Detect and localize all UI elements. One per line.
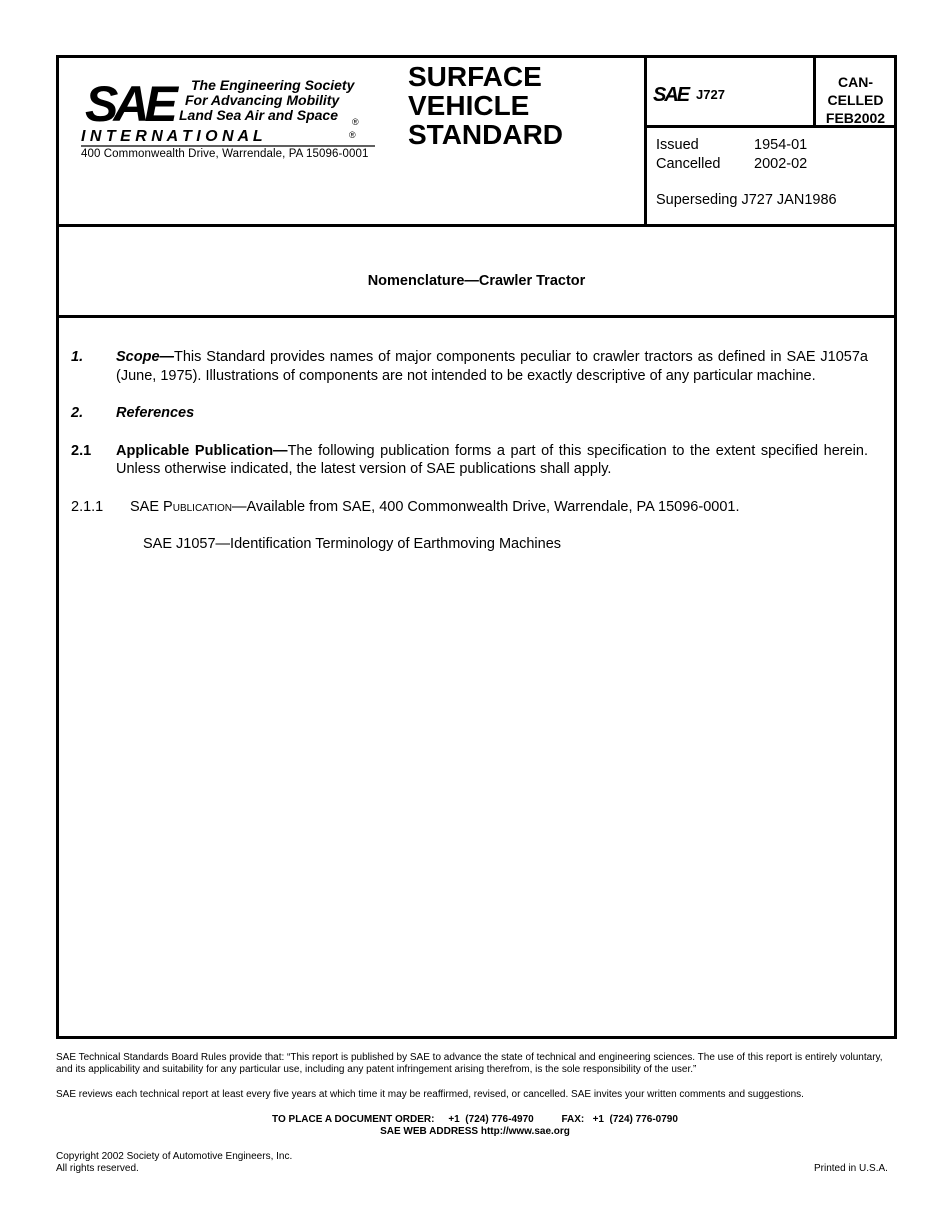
- cancelled-date: 2002-02: [754, 156, 808, 172]
- printed-in: Printed in U.S.A.: [814, 1163, 888, 1174]
- small-logo-mark: SAE: [653, 84, 689, 105]
- section-text: This Standard provides names of major components peculiar to crawler tractors as defined in SAE J1057a (June, 1975). Illustrations of components are not intended to be exactly descriptive of any particular machine.: [116, 349, 868, 384]
- section-heading: SAE: [130, 498, 164, 515]
- section-number: 1.: [71, 349, 84, 365]
- section-heading: References: [116, 405, 195, 421]
- section-number: 2.1.1: [71, 498, 104, 515]
- header-divider: [813, 58, 816, 127]
- footer-rules: SAE Technical Standards Board Rules provide that: “This report is published by SAE to advance the state of technical and engineering sciences. The use of this report is entirely voluntary, and its applicability and suitability for any particular use, including any patent infringement arising therefrom, is the sole responsibility of the user.”: [56, 1052, 883, 1075]
- web-address: SAE WEB ADDRESS http://www.sae.org: [380, 1126, 570, 1137]
- section-sae-publication: [71, 498, 868, 517]
- issued-date: 1954-01: [754, 137, 808, 153]
- sae-small-logo: [653, 83, 695, 110]
- status-line: CAN-: [838, 74, 873, 90]
- logo-tagline-2: For Advancing Mobility: [185, 92, 340, 108]
- section-heading: Scope—: [116, 349, 175, 365]
- section-heading-smallcaps: Publication: [163, 498, 232, 515]
- cancelled-label: Cancelled: [656, 156, 721, 172]
- logo-international: I N T E R N A T I O N A L: [81, 128, 263, 145]
- document-frame: [56, 55, 897, 1039]
- document-body: [71, 348, 868, 554]
- section-references: [71, 404, 868, 423]
- date-block: [656, 136, 807, 174]
- issued-label: Issued: [656, 137, 699, 153]
- doc-type-line: STANDARD: [408, 119, 564, 150]
- header-divider: [644, 58, 647, 224]
- section-applicable-publication: [71, 442, 868, 479]
- status-line: CELLED: [827, 92, 884, 108]
- cancelled-status: [817, 73, 894, 127]
- registered-mark: ®: [352, 117, 359, 127]
- superseding-note: Superseding J727 JAN1986: [656, 192, 837, 208]
- status-line: FEB2002: [825, 110, 886, 126]
- doc-type-line: VEHICLE: [408, 90, 530, 121]
- header-divider: [59, 224, 894, 227]
- doc-type-line: SURFACE: [408, 61, 542, 92]
- order-line: TO PLACE A DOCUMENT ORDER: +1 (724) 776-4970 FAX: +1 (724) 776-0790: [272, 1114, 678, 1125]
- section-text: —Available from SAE, 400 Commonwealth Drive, Warrendale, PA 15096-0001.: [232, 498, 740, 515]
- section-number: 2.: [71, 405, 84, 421]
- logo-tagline-1: The Engineering Society: [191, 77, 355, 93]
- section-scope: [71, 348, 868, 385]
- sae-international-logo: [81, 76, 381, 151]
- society-address: 400 Commonwealth Drive, Warrendale, PA 15096-0001: [81, 148, 369, 160]
- logo-mark: SAE: [85, 76, 173, 132]
- section-heading: Applicable Publication—: [116, 442, 288, 459]
- reference-item: SAE J1057—Identification Terminology of Earthmoving Machines: [143, 536, 562, 552]
- logo-tagline-3: Land Sea Air and Space: [179, 107, 338, 123]
- document-number: J727: [696, 87, 725, 102]
- footer-review: SAE reviews each technical report at least every five years at which time it may be reaffirmed, revised, or cancelled. SAE invites your written comments and suggestions.: [56, 1089, 804, 1100]
- footer-copyright: [56, 1151, 896, 1175]
- section-text: The following publication forms a part of this specification to the extent specified herein. Unless otherwise indicated, the latest version of SAE publications shall apply.: [116, 442, 869, 477]
- copyright-line: Copyright 2002 Society of Automotive Engineers, Inc.: [56, 1151, 293, 1162]
- document-title: Nomenclature—Crawler Tractor: [367, 273, 586, 289]
- trademark-mark: ®: [349, 130, 356, 140]
- footer-order-info: [56, 1114, 894, 1138]
- section-number: 2.1: [71, 442, 92, 459]
- rights-line: All rights reserved.: [56, 1163, 139, 1174]
- document-type: [408, 62, 563, 149]
- title-divider: [59, 315, 894, 318]
